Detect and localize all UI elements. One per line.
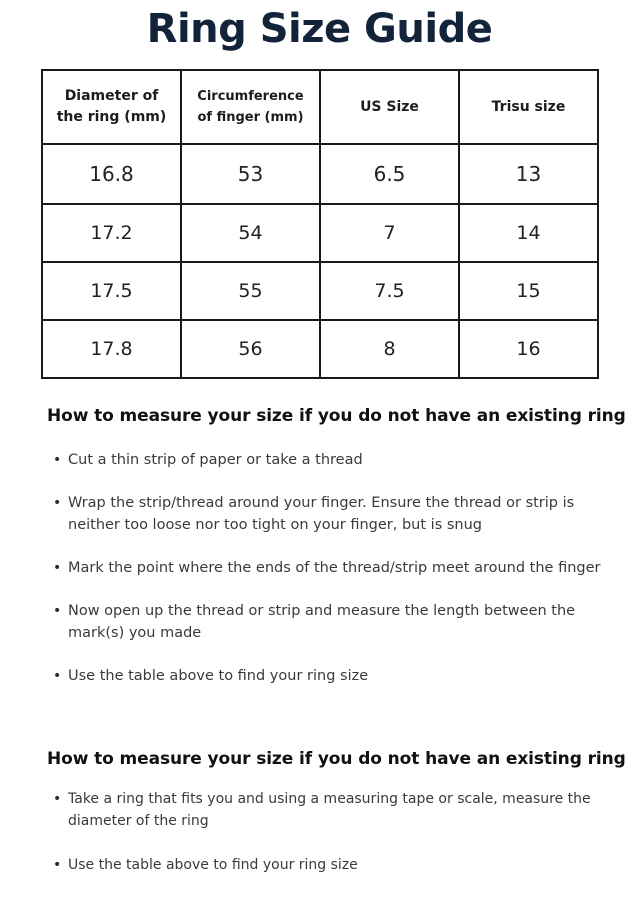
header-diameter <box>42 70 181 144</box>
list-item <box>47 492 617 536</box>
instruction-list <box>47 788 617 876</box>
bullet-icon: • <box>53 495 62 511</box>
page-title: Ring Size Guide <box>146 6 493 52</box>
list-item-text: Use the table above to find your ring size <box>68 668 369 684</box>
header-diameter-line1: Diameter of <box>64 88 159 104</box>
cell-circumference: 56 <box>181 320 320 378</box>
cell-trisu-size: 13 <box>459 144 598 204</box>
bullet-icon: • <box>53 560 62 576</box>
list-item-text: Mark the point where the ends of the thread/strip meet around the finger <box>68 560 601 576</box>
header-trisu-size-label: Trisu size <box>491 98 566 115</box>
list-item-text: Cut a thin strip of paper or take a thread <box>68 452 363 468</box>
table-row <box>42 144 598 204</box>
list-item <box>47 449 617 471</box>
table-header-row <box>42 70 598 144</box>
list-item <box>47 854 617 876</box>
list-item <box>47 600 617 644</box>
header-diameter-line2: the ring (mm) <box>56 109 167 125</box>
cell-trisu-size: 15 <box>459 262 598 320</box>
cell-diameter: 17.5 <box>42 262 181 320</box>
cell-us-size: 8 <box>320 320 459 378</box>
list-item-text: Use the table above to find your ring size <box>68 857 358 873</box>
cell-trisu-size: 14 <box>459 204 598 262</box>
header-circumference-line2: of finger (mm) <box>197 110 304 125</box>
list-item <box>47 557 617 579</box>
header-trisu-size <box>459 70 598 144</box>
ring-size-table <box>41 69 599 379</box>
bullet-icon: • <box>53 603 62 619</box>
bullet-icon: • <box>53 668 62 684</box>
cell-diameter: 17.2 <box>42 204 181 262</box>
cell-trisu-size: 16 <box>459 320 598 378</box>
cell-us-size: 7.5 <box>320 262 459 320</box>
header-us-size-label: US Size <box>360 98 419 115</box>
cell-circumference: 53 <box>181 144 320 204</box>
instructions-section-no-ring <box>47 406 626 708</box>
header-circumference <box>181 70 320 144</box>
bullet-icon: • <box>53 857 62 873</box>
table-row <box>42 262 598 320</box>
cell-us-size: 7 <box>320 204 459 262</box>
header-us-size <box>320 70 459 144</box>
cell-circumference: 55 <box>181 262 320 320</box>
table-row <box>42 320 598 378</box>
instruction-list <box>47 449 617 687</box>
list-item-text: Now open up the thread or strip and measure the length between the mark(s) you made <box>68 603 576 641</box>
section-heading: How to measure your size if you do not have an existing ring <box>47 749 626 769</box>
instructions-section-existing-ring <box>47 749 626 898</box>
list-item-text: Take a ring that fits you and using a measuring tape or scale, measure the diameter of the ring <box>68 791 591 829</box>
header-circumference-line1: Circumference <box>197 89 304 104</box>
list-item-text: Wrap the strip/thread around your finger. Ensure the thread or strip is neither too loose nor too tight on your finger, but is snug <box>68 495 575 533</box>
bullet-icon: • <box>53 791 62 807</box>
bullet-icon: • <box>53 452 62 468</box>
list-item <box>47 665 617 687</box>
cell-us-size: 6.5 <box>320 144 459 204</box>
list-item <box>47 788 617 832</box>
section-heading: How to measure your size if you do not have an existing ring <box>47 406 626 426</box>
cell-diameter: 16.8 <box>42 144 181 204</box>
cell-diameter: 17.8 <box>42 320 181 378</box>
table-row <box>42 204 598 262</box>
cell-circumference: 54 <box>181 204 320 262</box>
